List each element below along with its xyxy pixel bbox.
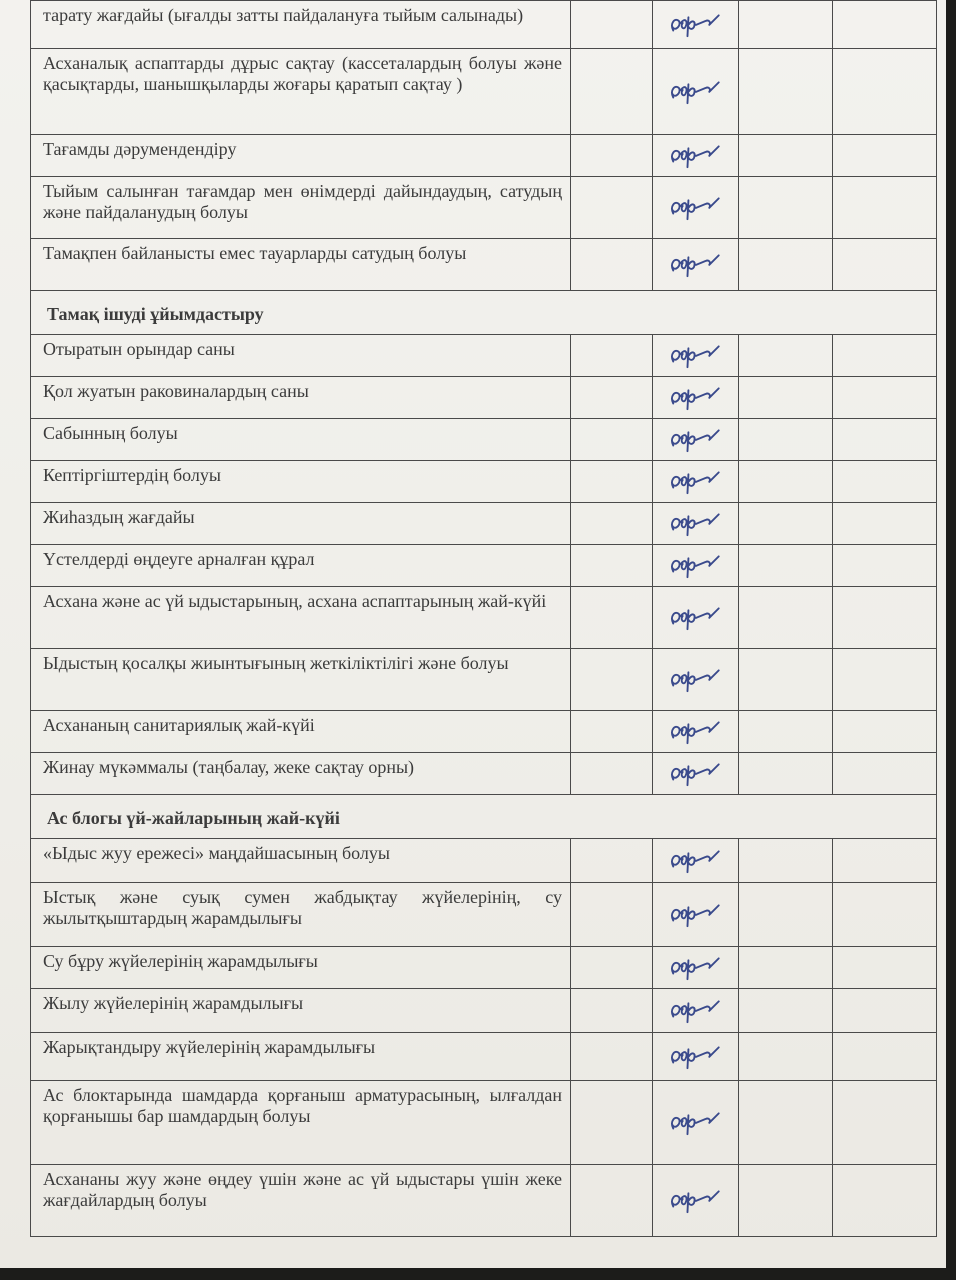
checklist-row — [31, 989, 937, 1033]
item-label: Асханалық аспаптарды дұрыс сақтау (кассеталардың болуы және қасықтарды, шанышқыларды жоғары қаратып сақтау ) — [31, 49, 571, 135]
empty-cell — [833, 753, 937, 795]
empty-cell — [833, 947, 937, 989]
empty-cell — [833, 503, 937, 545]
empty-cell — [833, 1165, 937, 1237]
empty-cell — [571, 839, 653, 883]
section-row — [31, 795, 937, 839]
item-label: Асхананың санитариялық жай-күйі — [31, 711, 571, 753]
checklist-row — [31, 239, 937, 291]
handwritten-mark-cell — [653, 587, 739, 649]
handwritten-mark-cell — [653, 1, 739, 49]
empty-cell — [739, 545, 833, 587]
handwritten-bar-signature — [664, 947, 728, 983]
checklist-row — [31, 649, 937, 711]
empty-cell — [739, 1081, 833, 1165]
checklist-row — [31, 177, 937, 239]
empty-cell — [739, 883, 833, 947]
empty-cell — [833, 461, 937, 503]
empty-cell — [571, 1033, 653, 1081]
empty-cell — [833, 135, 937, 177]
handwritten-bar-signature — [664, 1180, 728, 1216]
item-label: Асхана және ас үй ыдыстарының, асхана аспаптарының жай-күйі — [31, 587, 571, 649]
handwritten-bar-signature — [664, 1102, 728, 1138]
handwritten-bar-signature — [664, 659, 728, 695]
empty-cell — [833, 239, 937, 291]
empty-cell — [571, 1081, 653, 1165]
empty-cell — [739, 753, 833, 795]
item-label: Кептіргіштердің болуы — [31, 461, 571, 503]
handwritten-bar-signature — [664, 335, 728, 371]
empty-cell — [571, 49, 653, 135]
empty-cell — [833, 377, 937, 419]
empty-cell — [739, 989, 833, 1033]
empty-cell — [739, 503, 833, 545]
item-label: «Ыдыс жуу ережесі» маңдайшасының болуы — [31, 839, 571, 883]
empty-cell — [739, 1, 833, 49]
handwritten-bar-signature — [664, 419, 728, 455]
empty-cell — [739, 1033, 833, 1081]
empty-cell — [739, 135, 833, 177]
checklist-row — [31, 947, 937, 989]
empty-cell — [833, 711, 937, 753]
checklist-row — [31, 711, 937, 753]
handwritten-mark-cell — [653, 377, 739, 419]
handwritten-bar-signature — [664, 597, 728, 633]
item-label: Су бұру жүйелерінің жарамдылығы — [31, 947, 571, 989]
handwritten-bar-signature — [664, 990, 728, 1026]
section-heading: Тамақ ішуді ұйымдастыру — [31, 291, 937, 335]
handwritten-bar-signature — [664, 71, 728, 107]
empty-cell — [571, 883, 653, 947]
item-label: Жинау мүкәммалы (таңбалау, жеке сақтау орны) — [31, 753, 571, 795]
empty-cell — [833, 1, 937, 49]
item-label: Жылу жүйелерінің жарамдылығы — [31, 989, 571, 1033]
handwritten-bar-signature — [664, 840, 728, 876]
empty-cell — [833, 1033, 937, 1081]
item-label: Ас блоктарында шамдарда қорғаныш арматурасының, ылғалдан қорғанышы бар шамдардың болуы — [31, 1081, 571, 1165]
item-label: Асхананы жуу және өңдеу үшін және ас үй ыдыстары үшін жеке жағдайлардың болуы — [31, 1165, 571, 1237]
empty-cell — [833, 883, 937, 947]
handwritten-mark-cell — [653, 989, 739, 1033]
checklist-row — [31, 1, 937, 49]
empty-cell — [833, 49, 937, 135]
checklist-row — [31, 503, 937, 545]
handwritten-bar-signature — [664, 187, 728, 223]
empty-cell — [571, 989, 653, 1033]
handwritten-mark-cell — [653, 947, 739, 989]
item-label: Тағамды дәрумендендіру — [31, 135, 571, 177]
handwritten-mark-cell — [653, 883, 739, 947]
handwritten-bar-signature — [664, 1036, 728, 1072]
checklist-row — [31, 1165, 937, 1237]
item-label: Жарықтандыру жүйелерінің жарамдылығы — [31, 1033, 571, 1081]
handwritten-mark-cell — [653, 1081, 739, 1165]
item-label: Жиһаздың жағдайы — [31, 503, 571, 545]
checklist-row — [31, 377, 937, 419]
handwritten-mark-cell — [653, 1165, 739, 1237]
handwritten-mark-cell — [653, 135, 739, 177]
empty-cell — [833, 545, 937, 587]
checklist-row — [31, 883, 937, 947]
empty-cell — [571, 503, 653, 545]
handwritten-bar-signature — [664, 244, 728, 280]
handwritten-mark-cell — [653, 649, 739, 711]
empty-cell — [739, 711, 833, 753]
handwritten-bar-signature — [664, 377, 728, 413]
handwritten-mark-cell — [653, 503, 739, 545]
empty-cell — [833, 335, 937, 377]
empty-cell — [571, 419, 653, 461]
handwritten-bar-signature — [664, 894, 728, 930]
empty-cell — [833, 1081, 937, 1165]
empty-cell — [833, 649, 937, 711]
empty-cell — [571, 335, 653, 377]
empty-cell — [739, 947, 833, 989]
item-label: тарату жағдайы (ығалды затты пайдалануға тыйым салынады) — [31, 1, 571, 49]
inspection-checklist-table — [30, 0, 937, 1237]
empty-cell — [739, 1165, 833, 1237]
handwritten-bar-signature — [664, 711, 728, 747]
empty-cell — [833, 839, 937, 883]
handwritten-mark-cell — [653, 1033, 739, 1081]
empty-cell — [833, 419, 937, 461]
empty-cell — [571, 377, 653, 419]
handwritten-bar-signature — [664, 4, 728, 40]
empty-cell — [571, 649, 653, 711]
handwritten-bar-signature — [664, 753, 728, 789]
handwritten-mark-cell — [653, 753, 739, 795]
empty-cell — [739, 419, 833, 461]
item-label: Ыстық және суық сумен жабдықтау жүйелерінің, су жылытқыштардың жарамдылығы — [31, 883, 571, 947]
handwritten-mark-cell — [653, 711, 739, 753]
empty-cell — [739, 49, 833, 135]
empty-cell — [739, 839, 833, 883]
checklist-row — [31, 587, 937, 649]
handwritten-mark-cell — [653, 49, 739, 135]
handwritten-mark-cell — [653, 419, 739, 461]
item-label: Отыратын орындар саны — [31, 335, 571, 377]
empty-cell — [571, 239, 653, 291]
section-heading: Ас блогы үй-жайларының жай-күйі — [31, 795, 937, 839]
handwritten-mark-cell — [653, 239, 739, 291]
handwritten-bar-signature — [664, 503, 728, 539]
handwritten-mark-cell — [653, 461, 739, 503]
item-label: Сабынның болуы — [31, 419, 571, 461]
empty-cell — [571, 753, 653, 795]
empty-cell — [833, 587, 937, 649]
empty-cell — [833, 177, 937, 239]
empty-cell — [571, 1, 653, 49]
checklist-row — [31, 545, 937, 587]
handwritten-mark-cell — [653, 839, 739, 883]
empty-cell — [739, 461, 833, 503]
handwritten-bar-signature — [664, 461, 728, 497]
handwritten-bar-signature — [664, 135, 728, 171]
handwritten-bar-signature — [664, 545, 728, 581]
empty-cell — [571, 587, 653, 649]
empty-cell — [571, 135, 653, 177]
section-row — [31, 291, 937, 335]
empty-cell — [571, 1165, 653, 1237]
empty-cell — [739, 177, 833, 239]
item-label: Ыдыстың қосалқы жиынтығының жеткіліктілігі және болуы — [31, 649, 571, 711]
checklist-row — [31, 49, 937, 135]
checklist-row — [31, 419, 937, 461]
checklist-row — [31, 1081, 937, 1165]
checklist-row — [31, 335, 937, 377]
checklist-row — [31, 135, 937, 177]
handwritten-mark-cell — [653, 545, 739, 587]
empty-cell — [833, 989, 937, 1033]
empty-cell — [571, 461, 653, 503]
item-label: Тамақпен байланысты емес тауарларды сатудың болуы — [31, 239, 571, 291]
empty-cell — [739, 649, 833, 711]
empty-cell — [739, 587, 833, 649]
empty-cell — [571, 177, 653, 239]
handwritten-mark-cell — [653, 177, 739, 239]
item-label: Тыйым салынған тағамдар мен өнімдерді дайындаудың, сатудың және пайдаланудың болуы — [31, 177, 571, 239]
empty-cell — [739, 377, 833, 419]
empty-cell — [571, 711, 653, 753]
item-label: Қол жуатын раковиналардың саны — [31, 377, 571, 419]
handwritten-mark-cell — [653, 335, 739, 377]
item-label: Үстелдерді өңдеуге арналған құрал — [31, 545, 571, 587]
checklist-row — [31, 839, 937, 883]
checklist-row — [31, 753, 937, 795]
empty-cell — [739, 335, 833, 377]
empty-cell — [571, 545, 653, 587]
checklist-row — [31, 1033, 937, 1081]
empty-cell — [739, 239, 833, 291]
checklist-row — [31, 461, 937, 503]
empty-cell — [571, 947, 653, 989]
